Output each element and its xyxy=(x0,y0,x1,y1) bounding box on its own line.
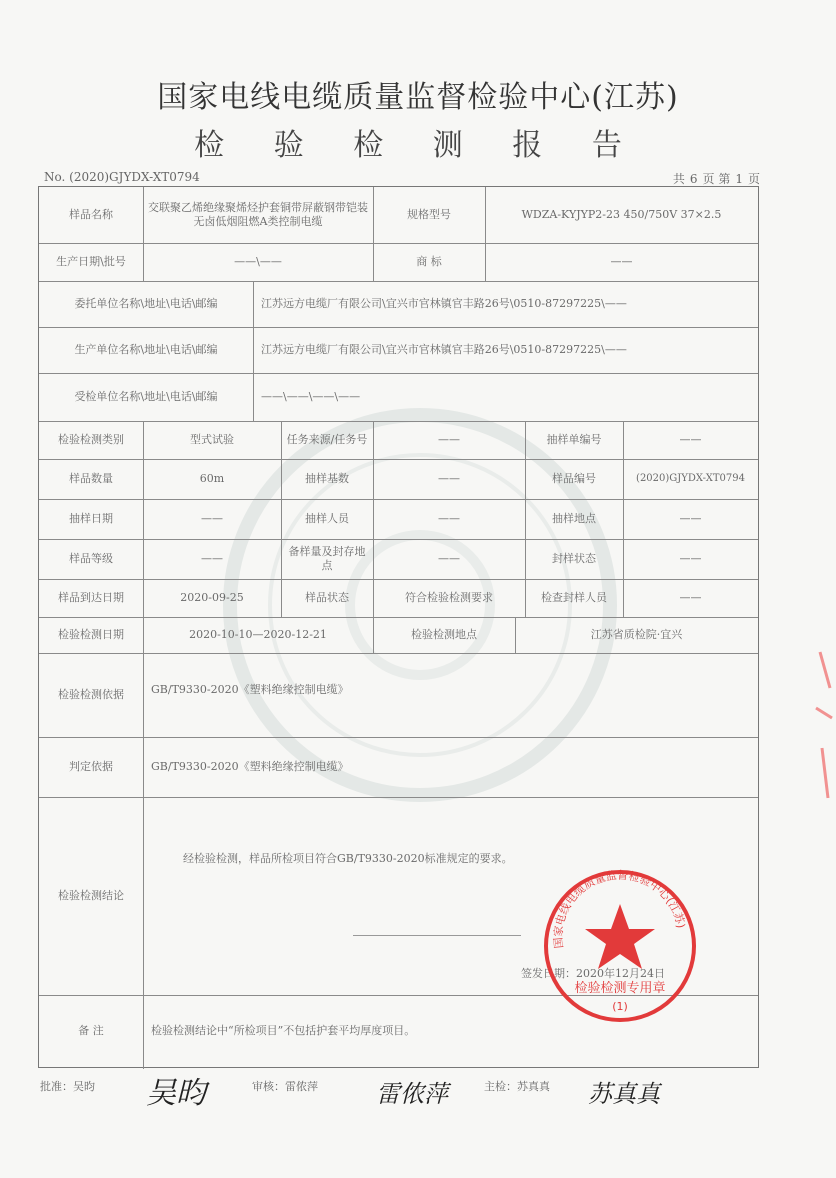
test-type-value: 型式试验 xyxy=(190,433,234,447)
prod-date-value: ——\—— xyxy=(234,255,282,269)
stamp-purpose: 检验检测专用章 xyxy=(574,981,666,996)
test-place-label: 检验检测地点 xyxy=(411,628,477,642)
report-title: 国家电线电缆质量监督检验中心(江苏) xyxy=(157,80,679,115)
sampling-place-label: 抽样地点 xyxy=(552,512,596,526)
test-place-value: 江苏省质检院·宜兴 xyxy=(590,628,683,642)
page-current-label: 第 xyxy=(718,172,731,186)
qty-label: 样品数量 xyxy=(69,472,113,486)
task-source-label: 任务来源/任务号 xyxy=(286,433,368,447)
criteria-label: 判定依据 xyxy=(69,760,113,774)
task-source-value: —— xyxy=(438,433,460,447)
backup-label: 备样量及封存地点 xyxy=(288,545,366,572)
page-total-unit: 页 xyxy=(702,172,715,186)
test-type-label: 检验检测类别 xyxy=(58,433,124,447)
conclusion-text: 经检验检测，样品所检项目符合GB/T9330-2020标准规定的要求。 xyxy=(183,852,513,866)
client-value: 江苏远方电缆厂有限公司\宜兴市官林镇官丰路26号\0510-87297225\—— xyxy=(261,297,627,311)
sampler-value: —— xyxy=(438,512,460,526)
model-label: 规格型号 xyxy=(407,208,451,222)
stamp-org: 国家电线电缆质量监督检验中心(江苏) xyxy=(551,868,688,949)
seal-status-value: —— xyxy=(679,552,702,566)
page-current-unit: 页 xyxy=(747,172,760,186)
document-number: No. (2020)GJYDX-XT0794 xyxy=(44,170,200,184)
arrival-date-label: 样品到达日期 xyxy=(58,591,124,605)
sampler-label: 抽样人员 xyxy=(305,512,349,526)
report-header xyxy=(0,72,836,164)
grade-label: 样品等级 xyxy=(69,552,113,566)
stamp-seq: (1) xyxy=(612,1000,628,1013)
review-signature: 雷侬萍 xyxy=(376,1080,448,1108)
base-value: —— xyxy=(438,472,460,486)
signature-line xyxy=(353,935,521,936)
sample-no-value: (2020)GJYDX-XT0794 xyxy=(636,472,745,484)
test-date-label: 检验检测日期 xyxy=(58,628,124,642)
sealer-value: —— xyxy=(679,591,702,605)
producer-label: 生产单位名称\地址\电话\邮编 xyxy=(74,343,218,357)
model-value: WDZA-KYJYP2-23 450/750V 37×2.5 xyxy=(521,208,722,222)
basis-label: 检验检测依据 xyxy=(58,688,124,702)
qty-value: 60m xyxy=(199,472,225,486)
star-icon xyxy=(585,904,655,969)
seal-status-label: 封样状态 xyxy=(552,552,596,566)
criteria-value: GB/T9330-2020《塑料绝缘控制电缆》 xyxy=(151,760,349,774)
inspected-unit-label: 受检单位名称\地址\电话\邮编 xyxy=(74,390,218,404)
producer-value: 江苏远方电缆厂有限公司\宜兴市官林镇官丰路26号\0510-87297225\—— xyxy=(261,343,627,357)
report-subtitle: 检 验 检 测 报 告 xyxy=(194,128,642,163)
sealer-label: 检查封样人员 xyxy=(541,591,607,605)
sample-state-label: 样品状态 xyxy=(305,591,349,605)
test-date-value: 2020-10-10—2020-12-21 xyxy=(189,628,327,642)
remarks-label: 备 注 xyxy=(78,1024,104,1038)
conclusion-label: 检验检测结论 xyxy=(58,889,124,903)
sample-name-label: 样品名称 xyxy=(69,208,113,222)
sampling-no-label: 抽样单编号 xyxy=(546,433,602,447)
arrival-date-value: 2020-09-25 xyxy=(180,591,244,605)
backup-value: —— xyxy=(438,552,460,566)
sample-state-value: 符合检验检测要求 xyxy=(405,591,493,605)
sample-no-label: 样品编号 xyxy=(552,472,596,486)
client-label: 委托单位名称\地址\电话\邮编 xyxy=(74,297,218,311)
sampling-no-value: —— xyxy=(679,433,702,447)
basis-value: GB/T9330-2020《塑料绝缘控制电缆》 xyxy=(151,683,349,696)
page-total-label: 共 xyxy=(672,172,685,186)
trademark-label: 商 标 xyxy=(416,255,442,269)
trademark-value: —— xyxy=(610,255,633,269)
review-label: 审核：雷侬萍 xyxy=(252,1080,318,1093)
issue-date: 签发日期：2020年12月24日 xyxy=(521,967,665,981)
sampling-date-value: —— xyxy=(201,512,223,526)
sample-name-value: 交联聚乙烯绝缘聚烯烃护套铜带屏蔽钢带铠装无卤低烟阻燃A类控制电缆 xyxy=(148,201,368,228)
base-label: 抽样基数 xyxy=(305,472,349,486)
remarks-value: 检验检测结论中“所检项目”不包括护套平均厚度项目。 xyxy=(151,1024,416,1038)
page-total: 6 xyxy=(689,172,698,186)
page-info xyxy=(673,170,760,187)
page-current: 1 xyxy=(735,172,743,186)
official-stamp xyxy=(540,866,700,1026)
sampling-date-label: 抽样日期 xyxy=(69,512,113,526)
edge-stamp-fragment xyxy=(812,648,834,808)
approve-label: 批准：吴昀 xyxy=(40,1080,95,1093)
prod-date-label: 生产日期\批号 xyxy=(56,255,126,269)
approve-signature: 吴昀 xyxy=(146,1076,206,1111)
main-tester-label: 主检：苏真真 xyxy=(484,1080,550,1093)
sampling-place-value: —— xyxy=(679,512,702,526)
main-tester-signature: 苏真真 xyxy=(588,1080,660,1108)
inspected-unit-value: ——\——\——\—— xyxy=(261,390,361,404)
grade-value: —— xyxy=(201,552,223,566)
